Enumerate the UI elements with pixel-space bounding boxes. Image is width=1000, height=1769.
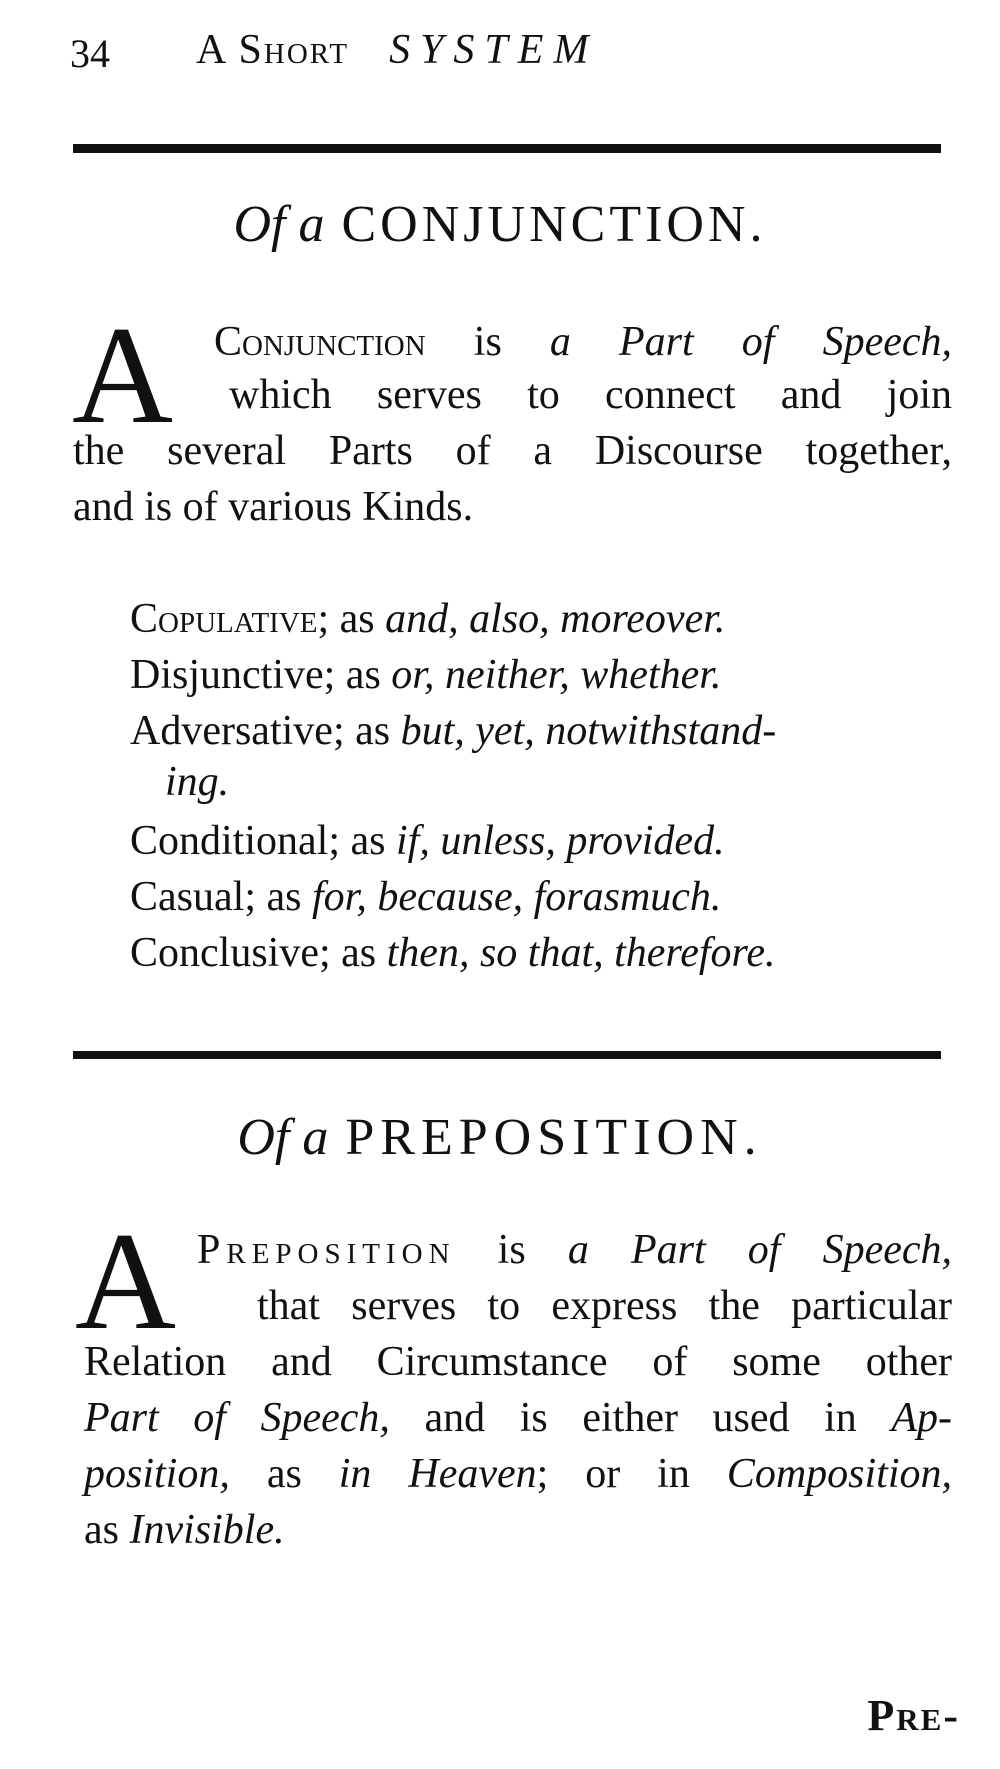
definition-phrase: a Part of Speech,	[549, 319, 952, 365]
text-run: and is either used in	[424, 1395, 857, 1441]
kind-examples: if, unless, provided.	[396, 818, 725, 864]
heading-word: PREPOSITION.	[345, 1109, 763, 1166]
paragraph-line	[84, 1506, 285, 1554]
kind-examples: then, so that, therefore.	[386, 930, 776, 976]
kind-name: Adversative	[130, 708, 333, 754]
catchword: Pre-	[867, 1691, 960, 1740]
running-title	[196, 26, 598, 74]
italic-phrase: Part of Speech,	[84, 1395, 390, 1441]
paragraph-line: that serves to express the particular	[257, 1283, 952, 1329]
kind-separator: ; as	[332, 708, 391, 754]
top-rule	[73, 144, 941, 153]
italic-phrase: Composition,	[726, 1451, 953, 1497]
kind-separator: ; as	[328, 818, 386, 864]
heading-word: CONJUNCTION.	[341, 196, 767, 253]
kind-separator: ; as	[318, 930, 377, 976]
drop-cap: A	[75, 1204, 177, 1359]
kind-name: Conditional	[130, 818, 329, 864]
conjunction-kind-item	[130, 873, 950, 921]
text-run: ; or in	[536, 1451, 690, 1497]
section-heading-preposition	[0, 1108, 1000, 1167]
conjunction-kind-item	[130, 707, 950, 755]
italic-phrase: Ap-	[891, 1395, 953, 1441]
kind-examples: and, also, moreover.	[385, 596, 726, 642]
paragraph-line	[197, 1226, 952, 1274]
kind-separator: ; as	[323, 652, 381, 698]
italic-phrase: Invisible.	[129, 1507, 285, 1553]
paragraph-line: the several Parts of a Discourse together,	[73, 428, 952, 474]
running-title-part-b: SYSTEM	[389, 27, 599, 73]
kind-name: Disjunctive	[130, 652, 324, 698]
italic-phrase: in Heaven	[338, 1451, 537, 1497]
paragraph-line: which serves to connect and join	[229, 372, 952, 418]
defined-term: Conjunction	[214, 319, 426, 365]
running-title-part-a: A Short	[196, 27, 350, 73]
paragraph-line: and is of various Kinds.	[73, 484, 474, 530]
kind-separator: ; as	[244, 874, 302, 920]
defined-term: Preposition	[197, 1227, 456, 1273]
text-run: is	[497, 1227, 526, 1273]
kind-examples: or, neither, whether.	[391, 652, 722, 698]
kind-name: Copulative	[130, 596, 318, 642]
conjunction-kind-item	[130, 929, 950, 977]
kind-examples-continuation: ing.	[165, 759, 230, 805]
kind-separator: ; as	[317, 596, 375, 642]
text-run: is	[473, 319, 502, 365]
page-number: 34	[70, 31, 110, 76]
heading-prefix: Of a	[233, 196, 325, 253]
conjunction-kind-item	[130, 817, 950, 865]
definition-phrase: a Part of Speech,	[567, 1227, 953, 1273]
kind-name: Conclusive	[130, 930, 319, 976]
text-run: as	[266, 1451, 302, 1497]
paragraph-line: Relation and Circumstance of some other	[84, 1339, 952, 1385]
section-heading-conjunction	[0, 195, 1000, 254]
paragraph-line	[214, 318, 952, 366]
text-run: as	[84, 1507, 119, 1553]
kind-examples: for, because, forasmuch.	[311, 874, 722, 920]
italic-phrase: position,	[84, 1451, 230, 1497]
conjunction-kind-item	[130, 651, 950, 699]
paragraph-line	[84, 1450, 952, 1498]
kind-name: Casual	[130, 874, 245, 920]
paragraph-line	[84, 1394, 952, 1442]
section-divider-rule	[73, 1051, 941, 1059]
heading-prefix: Of a	[237, 1109, 329, 1166]
kind-examples: but, yet, notwithstand-	[400, 708, 777, 754]
drop-cap: A	[72, 298, 174, 453]
conjunction-kind-item	[130, 595, 950, 643]
